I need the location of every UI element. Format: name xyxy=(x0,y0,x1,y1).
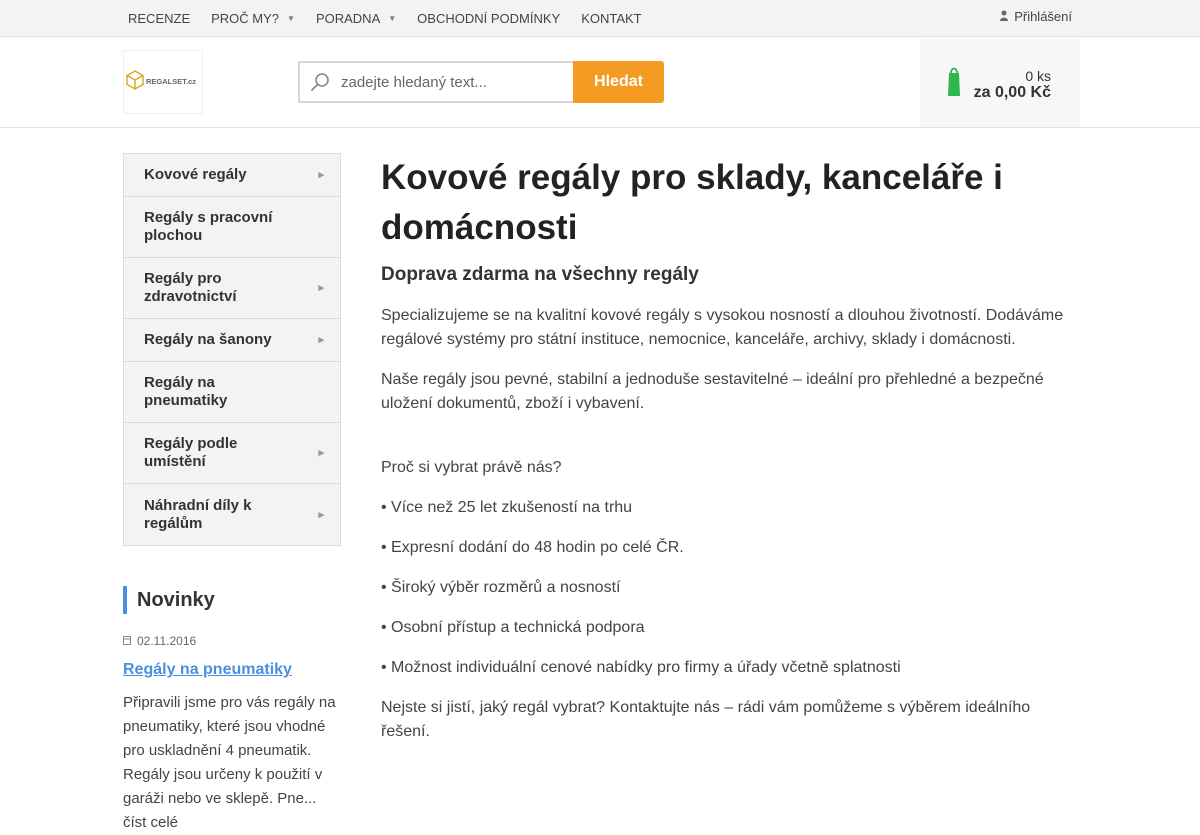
category-label: Regály na pneumatiky xyxy=(144,374,228,409)
closing-paragraph: Nejste si jistí, jaký regál vybrat? Kontaktujte nás – rádi vám pomůžeme s výběrem ideálního řešení. xyxy=(381,699,1031,740)
main-content xyxy=(381,153,1071,744)
nav-item-label: OBCHODNÍ PODMÍNKY xyxy=(417,11,561,26)
category-label: Náhradní díly k regálům xyxy=(144,496,252,532)
news-date-text: 02.11.2016 xyxy=(137,634,197,648)
category-menu xyxy=(123,153,341,546)
login-label: Přihlášení xyxy=(1014,9,1072,24)
category-nahradni-dily[interactable] xyxy=(124,484,340,545)
category-regaly-s-pracovni-plochou[interactable] xyxy=(124,197,340,258)
benefit-item: • Široký výběr rozměrů a nosností xyxy=(381,579,621,596)
calendar-icon xyxy=(123,635,131,648)
chevron-right-icon: ▸ xyxy=(318,334,324,346)
category-regaly-na-pneumatiky[interactable] xyxy=(124,362,340,423)
user-icon xyxy=(1000,10,1008,24)
category-label: Regály pro zdravotnictví xyxy=(144,270,237,305)
cart-widget[interactable] xyxy=(920,38,1080,127)
logo-icon xyxy=(125,67,201,97)
category-regaly-podle-umisteni[interactable] xyxy=(124,423,340,484)
nav-item-poradna[interactable] xyxy=(308,11,409,26)
search-field xyxy=(298,61,573,103)
intro-paragraph-2: Naše regály jsou pevné, stabilní a jednoduše sestavitelné – ideální pro přehledné a bezpečné uložení dokumentů, zboží i vybavení. xyxy=(381,371,1044,412)
category-regaly-pro-zdravotnictvi[interactable] xyxy=(124,258,340,319)
site-header xyxy=(0,37,1200,128)
category-kovove-regaly[interactable] xyxy=(124,154,340,197)
search-icon xyxy=(310,72,330,92)
news-text: Připravili jsme pro vás regály na pneumatiky, které jsou vhodné pro uskladnění 4 pneumatik. Regály jsou určeny k použití v garáži nebo ve sklepě. Pne... číst celé xyxy=(123,694,336,831)
intro-paragraph: Specializujeme se na kvalitní kovové regály s vysokou nosností a dlouhou životností. Dodáváme regálové systémy pro státní instituce, nemocnice, kanceláře, archivy, sklady i domácnosti. xyxy=(381,307,1064,348)
search-form xyxy=(298,61,664,103)
news-title-link[interactable]: Regály na pneumatiky xyxy=(123,661,292,678)
cart-price: za 0,00 Kč xyxy=(973,84,1051,101)
nav-item-label: KONTAKT xyxy=(581,11,642,26)
nav-item-label: PORADNA xyxy=(315,11,381,26)
benefit-item: • Osobní přístup a technická podpora xyxy=(381,619,645,636)
chevron-right-icon: ▸ xyxy=(318,169,324,181)
category-regaly-na-sanony[interactable] xyxy=(124,319,340,362)
nav-item-obchodni-podminky[interactable] xyxy=(409,11,573,26)
cart-count: 0 ks xyxy=(1025,68,1051,84)
nav-item-proc-my[interactable] xyxy=(203,11,308,26)
page-subtitle: Doprava zdarma na všechny regály xyxy=(381,264,699,285)
benefit-item: • Více než 25 let zkušeností na trhu xyxy=(381,499,633,516)
chevron-right-icon: ▸ xyxy=(318,508,324,521)
search-input[interactable] xyxy=(341,74,561,91)
category-label: Regály na šanony xyxy=(144,331,272,348)
nav-item-kontakt[interactable] xyxy=(573,11,654,26)
benefit-item: • Možnost individuální cenové nabídky pro firmy a úřady včetně splatnosti xyxy=(381,659,901,676)
chevron-right-icon: ▸ xyxy=(318,282,324,294)
benefit-item: • Expresní dodání do 48 hodin po celé ČR. xyxy=(381,539,684,556)
sidebar xyxy=(123,153,341,835)
category-label: Regály podle umístění xyxy=(144,435,238,470)
cart-icon xyxy=(946,66,962,98)
news-heading: Novinky xyxy=(123,586,341,614)
chevron-right-icon: ▸ xyxy=(318,447,324,459)
chevron-down-icon: ▼ xyxy=(388,14,397,23)
nav-item-label: PROČ MY? xyxy=(211,11,280,26)
site-logo[interactable] xyxy=(123,50,203,114)
page-title: Kovové regály pro sklady, kanceláře i domácnosti xyxy=(381,158,1003,247)
why-us-heading: Proč si vybrat právě nás? xyxy=(381,459,562,476)
top-navigation xyxy=(120,0,655,37)
category-label: Kovové regály xyxy=(144,166,247,183)
search-button[interactable]: Hledat xyxy=(573,61,664,103)
nav-item-label: RECENZE xyxy=(128,11,191,26)
chevron-down-icon: ▼ xyxy=(287,14,295,23)
login-link[interactable] xyxy=(1000,9,1072,24)
top-bar xyxy=(0,0,1200,37)
nav-item-recenze[interactable] xyxy=(120,11,203,26)
category-label: Regály s pracovní plochou xyxy=(144,209,273,244)
logo-text: REGALSET.cz xyxy=(146,77,197,86)
news-date xyxy=(123,634,341,648)
